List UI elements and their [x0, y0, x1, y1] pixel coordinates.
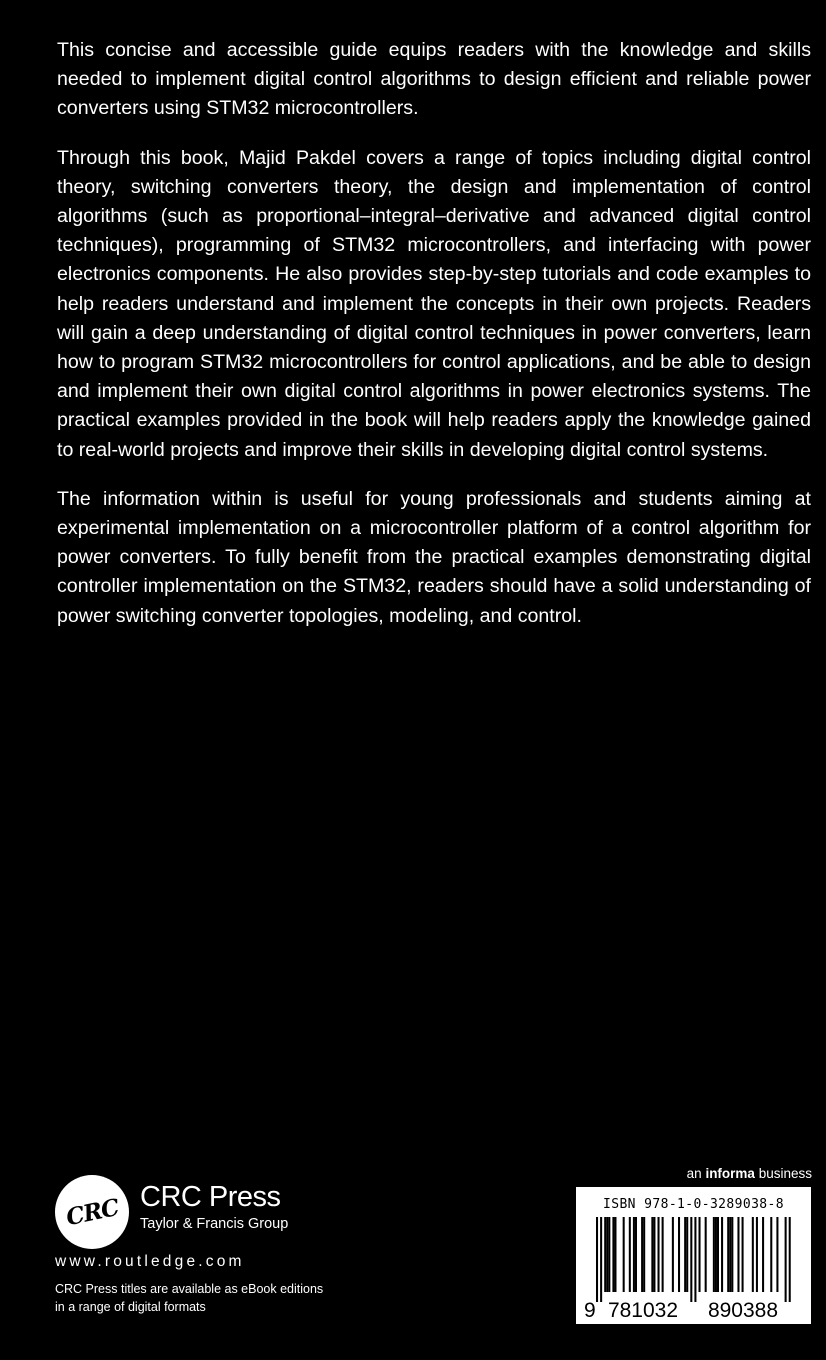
ebook-note-line-2: in a range of digital formats — [55, 1300, 206, 1314]
barcode-bar — [742, 1217, 744, 1292]
informa-tagline — [687, 1166, 812, 1181]
blurb-paragraph-2: Through this book, Majid Pakdel covers a range of topics including digital control theory, switching converters theory, the design and implementation of control algorithms (such as proportional–integral–derivative and advanced digital control techniques), programming of STM32 microcontrollers, and interfacing with power electronics components. He also provides step-by-step tutorials and code examples to help readers understand and implement the concepts in their own projects. Readers will gain a deep understanding of digital control techniques in power converters, learn how to program STM32 microcontrollers for control applications, and be able to design and implement their own digital control algorithms in power electronics systems. The practical examples provided in the book will help readers apply the knowledge gained to real-world projects and improve their skills in developing digital control systems. — [57, 146, 811, 461]
barcode-bar — [608, 1217, 610, 1292]
isbn-barcode — [576, 1187, 811, 1324]
crc-logo — [55, 1175, 129, 1249]
barcode-bar — [596, 1217, 598, 1302]
barcode-bar — [789, 1217, 791, 1302]
barcode-first-digit: 9 — [584, 1299, 596, 1322]
blurb-paragraph-1: This concise and accessible guide equips readers with the knowledge and skills needed to implement digital control algorithms to design efficient and reliable power converters using STM32 microcontrollers. — [57, 39, 811, 120]
isbn-label: ISBN 978-1-0-3289038-8 — [603, 1197, 784, 1212]
back-cover-blurb — [57, 36, 811, 651]
publisher-group: Taylor & Francis Group — [140, 1216, 289, 1232]
barcode-bar — [678, 1217, 680, 1292]
barcode-bar — [756, 1217, 758, 1292]
barcode-bar — [662, 1217, 664, 1292]
informa-suffix: business — [754, 1166, 812, 1181]
barcode-bar — [776, 1217, 778, 1292]
barcode-bar — [612, 1217, 614, 1292]
barcode-bar — [651, 1217, 653, 1292]
barcode-bar — [752, 1217, 754, 1292]
barcode-bar — [614, 1217, 616, 1292]
publisher-block — [55, 1170, 385, 1320]
barcode-bar — [721, 1217, 723, 1292]
ebook-note — [55, 1280, 355, 1316]
barcode-bar — [606, 1217, 608, 1292]
barcode-bar — [686, 1217, 688, 1292]
barcode-bar — [684, 1217, 686, 1292]
barcode-bar — [729, 1217, 731, 1292]
barcode-bar — [633, 1217, 635, 1292]
barcode-bars — [596, 1217, 791, 1302]
barcode-bar — [727, 1217, 729, 1292]
barcode-bar — [737, 1217, 739, 1292]
blurb-paragraph-3: The information within is useful for young professionals and students aiming at experimental implementation on a microcontroller platform of a control algorithm for power converters. To fully benefit from the practical examples demonstrating digital controller implementation on the STM32, readers should have a solid understanding of power switching converter topologies, modeling, and control. — [57, 487, 811, 627]
barcode-bar — [672, 1217, 674, 1292]
barcode-bar — [641, 1217, 643, 1292]
barcode-bar — [713, 1217, 715, 1292]
barcode-bar — [731, 1217, 733, 1292]
barcode-bar — [658, 1217, 660, 1292]
barcode-bar — [604, 1217, 606, 1292]
barcode-bar — [762, 1217, 764, 1292]
barcode-bar — [694, 1217, 696, 1302]
barcode-bar — [690, 1217, 692, 1302]
barcode-bar — [717, 1217, 719, 1292]
publisher-name: CRC Press — [140, 1181, 281, 1213]
barcode-bar — [635, 1217, 637, 1292]
barcode-bar — [623, 1217, 625, 1292]
barcode-bar — [653, 1217, 655, 1292]
publisher-website[interactable]: www.routledge.com — [55, 1253, 245, 1270]
crc-logo-text: CRC — [63, 1193, 121, 1231]
informa-prefix: an — [686, 1166, 706, 1181]
barcode-right-digits: 890388 — [707, 1299, 779, 1322]
barcode-left-digits: 781032 — [607, 1299, 679, 1322]
barcode-bar — [770, 1217, 772, 1292]
barcode-bar — [785, 1217, 787, 1302]
barcode-bar — [600, 1217, 602, 1302]
barcode-bar — [715, 1217, 717, 1292]
informa-brand: informa — [705, 1166, 755, 1181]
barcode-bar — [643, 1217, 645, 1292]
barcode-graphic — [576, 1187, 811, 1324]
ebook-note-line-1: CRC Press titles are available as eBook editions — [55, 1282, 324, 1296]
barcode-bar — [699, 1217, 701, 1292]
barcode-bar — [705, 1217, 707, 1292]
barcode-bar — [629, 1217, 631, 1292]
